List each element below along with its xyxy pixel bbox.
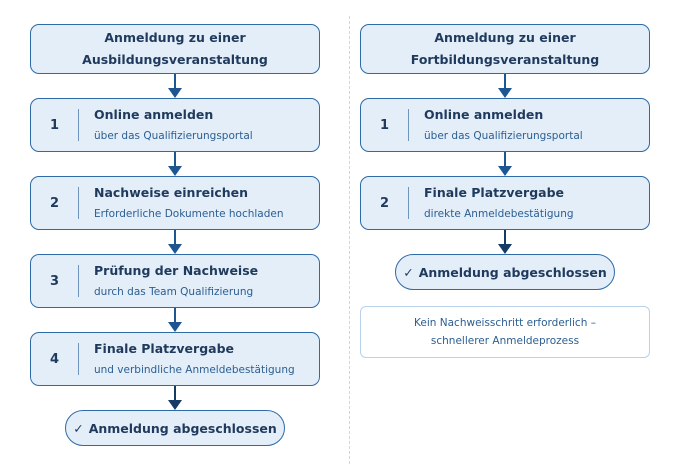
step-title: Nachweise einreichen: [94, 185, 249, 200]
step-number: 2: [379, 195, 390, 211]
checkmark-icon: ✓: [403, 264, 414, 280]
right-completed-pill: [395, 254, 615, 290]
left-header-box: [30, 24, 320, 74]
arrow-down: [168, 308, 182, 332]
step-subtitle: und verbindliche Anmeldebestätigung: [94, 364, 295, 376]
right-step-1: [360, 98, 650, 152]
arrow-down: [498, 152, 512, 176]
right-step-2: [360, 176, 650, 230]
column-divider: [349, 16, 350, 464]
left-step-1: [30, 98, 320, 152]
step-number: 3: [49, 273, 60, 289]
left-header-line-2: Ausbildungsveranstaltung: [82, 52, 268, 67]
step-subtitle: über das Qualifizierungsportal: [94, 130, 253, 142]
left-step-4: [30, 332, 320, 386]
arrow-down: [168, 230, 182, 254]
right-header-line-1: Anmeldung zu einer: [434, 30, 576, 45]
step-title: Finale Platzvergabe: [94, 341, 235, 356]
right-header-box: [360, 24, 650, 74]
left-step-3: [30, 254, 320, 308]
checkmark-icon: ✓: [73, 420, 84, 436]
left-header-line-1: Anmeldung zu einer: [104, 30, 246, 45]
arrow-down: [168, 152, 182, 176]
left-step-2: [30, 176, 320, 230]
note-line-1: Kein Nachweisschritt erforderlich –: [414, 317, 596, 329]
step-number: 1: [379, 117, 390, 133]
right-header-line-2: Fortbildungsveranstaltung: [410, 52, 600, 67]
completed-label: Anmeldung abgeschlossen: [418, 264, 607, 280]
step-number: 2: [49, 195, 60, 211]
step-number: 1: [49, 117, 60, 133]
right-info-note: [360, 306, 650, 358]
step-title: Online anmelden: [94, 107, 214, 122]
step-number: 4: [49, 351, 60, 367]
note-line-2: schnellerer Anmeldeprozess: [430, 335, 580, 347]
step-subtitle: durch das Team Qualifizierung: [94, 286, 254, 298]
step-title: Prüfung der Nachweise: [94, 263, 259, 278]
left-completed-pill: [65, 410, 285, 446]
step-title: Online anmelden: [424, 107, 544, 122]
step-subtitle: Erforderliche Dokumente hochladen: [94, 208, 284, 220]
completed-label: Anmeldung abgeschlossen: [88, 420, 277, 436]
step-subtitle: über das Qualifizierungsportal: [424, 130, 583, 142]
arrow-down: [498, 74, 512, 98]
step-title: Finale Platzvergabe: [424, 185, 565, 200]
step-subtitle: direkte Anmeldebestätigung: [424, 208, 574, 220]
arrow-down: [168, 74, 182, 98]
arrow-down: [168, 386, 182, 410]
arrow-down: [498, 230, 512, 254]
